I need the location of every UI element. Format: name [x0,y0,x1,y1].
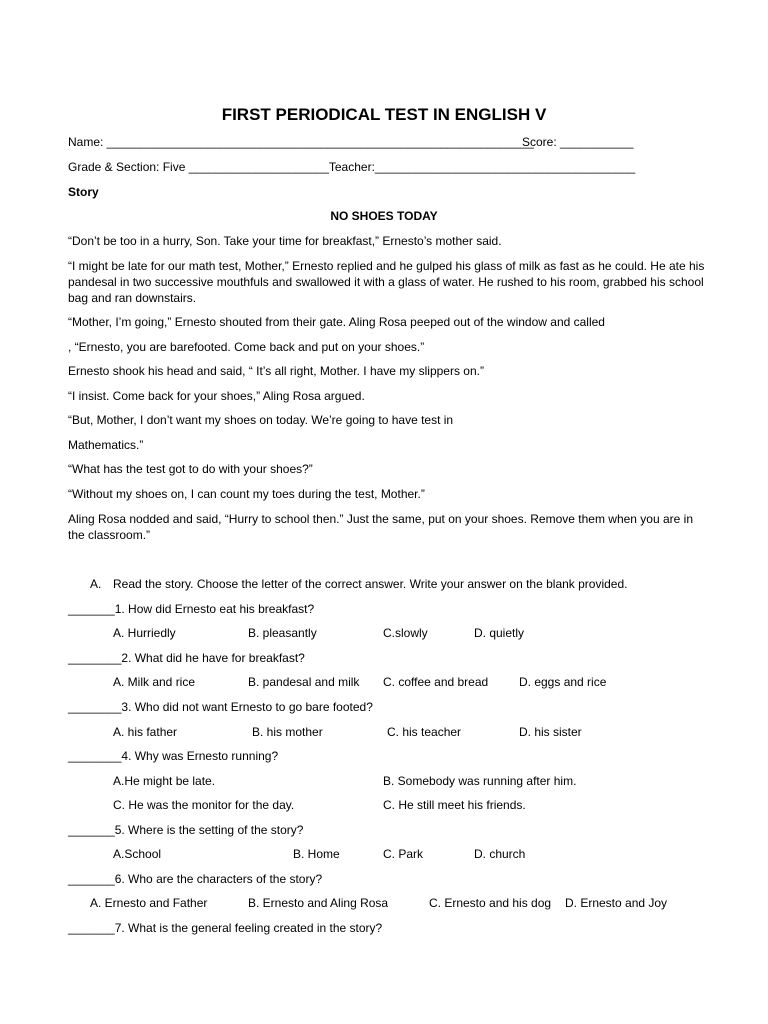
question: _______7. What is the general feeling created in the story? [68,921,383,935]
choice: A.School [113,847,162,861]
choice: C. He was the monitor for the day. [113,798,295,812]
choice: C. He still meet his friends. [383,798,526,812]
choice: D. church [474,847,526,861]
story-title: NO SHOES TODAY [330,209,438,223]
grade-section-field: Grade & Section: Five _____________________Teacher:_______________________________________ [68,160,636,174]
story-paragraph: “Without my shoes on, I can count my toes during the test, Mother.” [68,487,425,501]
story-paragraph: “But, Mother, I don’t want my shoes on today. We’re going to have test in [68,413,454,427]
choice: D. eggs and rice [519,675,607,689]
instruction-text: Read the story. Choose the letter of the correct answer. Write your answer on the blank provided. [113,577,628,591]
choice: D. his sister [519,725,582,739]
score-field: Score: ___________ [522,135,634,149]
choice: B. his mother [252,725,323,739]
choice: A. his father [113,725,178,739]
question: ________3. Who did not want Ernesto to go bare footed? [68,700,373,714]
choice: B. Home [293,847,340,861]
question: _______5. Where is the setting of the story? [68,823,304,837]
question: ________4. Why was Ernesto running? [68,749,279,763]
question: ________2. What did he have for breakfast? [68,651,305,665]
choice: A. Milk and rice [113,675,196,689]
story-paragraph: Aling Rosa nodded and said, “Hurry to school then.” Just the same, put on your shoes. Remove them when you are in the classroom.” [68,512,694,542]
choice: D. quietly [474,626,525,640]
question: _______6. Who are the characters of the story? [68,872,323,886]
choice: A.He might be late. [113,774,216,788]
page-title: FIRST PERIODICAL TEST IN ENGLISH V [221,105,547,124]
story-paragraph: “I might be late for our math test, Mother,” Ernesto replied and he gulped his glass of milk as fast as he could. He ate his pandesal in two successive mouthfuls and swallowed it with a glass of water. He rushed to his room, grabbed his school bag and ran downstairs. [68,259,705,305]
choice: D. Ernesto and Joy [565,896,668,910]
story-paragraph: “Don’t be too in a hurry, Son. Take your time for breakfast,” Ernesto’s mother said. [68,234,502,248]
story-paragraph: “I insist. Come back for your shoes,” Aling Rosa argued. [68,389,365,403]
choice: B. pandesal and milk [248,675,360,689]
choice: C. Ernesto and his dog [429,896,552,910]
choice: A. Ernesto and Father [90,896,208,910]
story-paragraph: “Mother, I’m going,” Ernesto shouted from their gate. Aling Rosa peeped out of the window and called [68,315,605,329]
choice: B. Ernesto and Aling Rosa [248,896,389,910]
instruction-letter: A. [90,577,102,591]
story-paragraph: Ernesto shook his head and said, “ It’s all right, Mother. I have my slippers on.” [68,364,484,378]
story-paragraph: “What has the test got to do with your shoes?” [68,462,313,476]
choice: C. coffee and bread [383,675,489,689]
choice: C. his teacher [387,725,462,739]
choice: A. Hurriedly [113,626,176,640]
question: _______1. How did Ernesto eat his breakfast? [68,602,315,616]
story-paragraph: Mathematics.” [68,438,144,452]
choice: C.slowly [383,626,428,640]
choice: B. pleasantly [248,626,317,640]
choice: C. Park [383,847,424,861]
name-field: Name: ________________________________________________________________ [68,135,534,149]
section-heading-story: Story [68,185,99,199]
choice: B. Somebody was running after him. [383,774,577,788]
story-paragraph: , “Ernesto, you are barefooted. Come back and put on your shoes.” [68,340,425,354]
